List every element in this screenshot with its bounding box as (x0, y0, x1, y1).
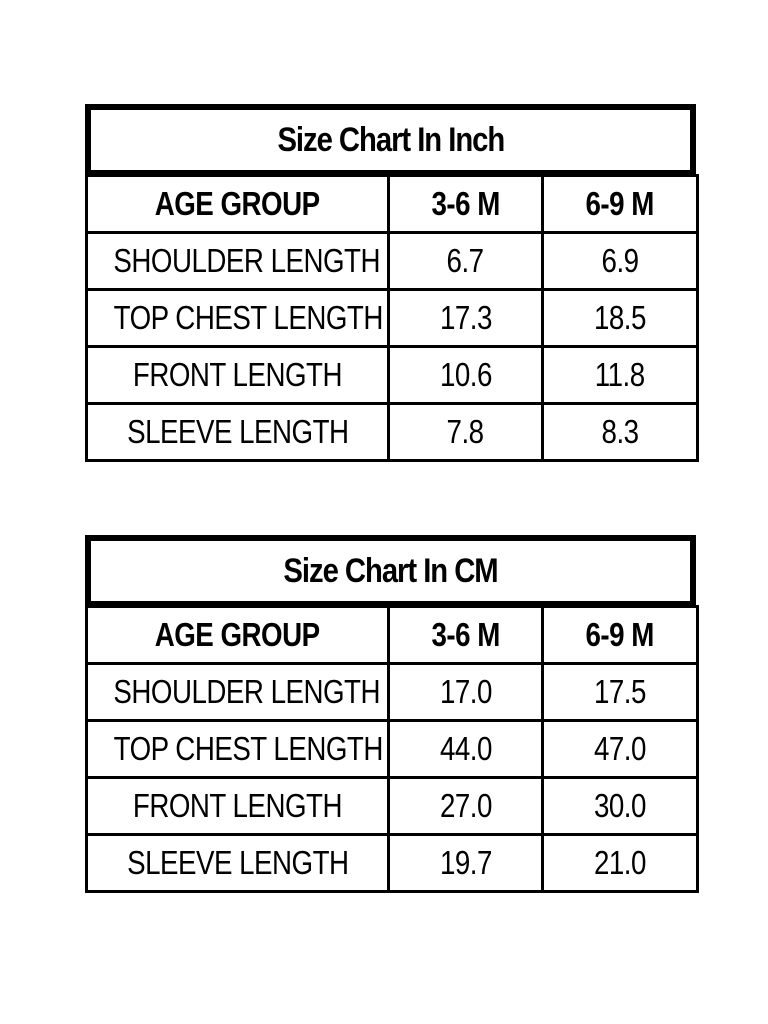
value-cell: 17.3 (389, 290, 543, 347)
table-row (87, 835, 698, 892)
row-label-cell: FRONT LENGTH (87, 347, 389, 404)
value-cell: 44.0 (389, 721, 543, 778)
value-cell: 19.7 (389, 835, 543, 892)
value-cell: 17.0 (389, 664, 543, 721)
size-chart-inch (85, 104, 696, 462)
value-cell: 6.9 (543, 233, 698, 290)
table-row (87, 778, 698, 835)
table-row (87, 233, 698, 290)
header-cell: 6-9 M (543, 176, 698, 233)
value-cell: 10.6 (389, 347, 543, 404)
row-label-cell: TOP CHEST LENGTH (87, 290, 389, 347)
header-cell: AGE GROUP (87, 176, 389, 233)
table-header-row (87, 607, 698, 664)
header-cell: AGE GROUP (87, 607, 389, 664)
row-label-cell: TOP CHEST LENGTH (87, 721, 389, 778)
value-cell: 21.0 (543, 835, 698, 892)
row-label-cell: FRONT LENGTH (87, 778, 389, 835)
value-cell: 47.0 (543, 721, 698, 778)
size-chart-title (85, 104, 696, 176)
table-row (87, 290, 698, 347)
size-chart-cm (85, 535, 696, 893)
value-cell: 11.8 (543, 347, 698, 404)
size-table (85, 174, 699, 462)
row-label-cell: SLEEVE LENGTH (87, 404, 389, 461)
row-label-cell: SHOULDER LENGTH (87, 664, 389, 721)
value-cell: 18.5 (543, 290, 698, 347)
value-cell: 27.0 (389, 778, 543, 835)
size-chart-title-text: Size Chart In Inch (277, 120, 504, 159)
table-row (87, 664, 698, 721)
header-cell: 3-6 M (389, 607, 543, 664)
value-cell: 8.3 (543, 404, 698, 461)
header-cell: 3-6 M (389, 176, 543, 233)
row-label-cell: SHOULDER LENGTH (87, 233, 389, 290)
size-table (85, 605, 699, 893)
value-cell: 17.5 (543, 664, 698, 721)
value-cell: 6.7 (389, 233, 543, 290)
table-row (87, 347, 698, 404)
header-cell: 6-9 M (543, 607, 698, 664)
table-row (87, 404, 698, 461)
size-chart-title-text: Size Chart In CM (283, 551, 498, 590)
row-label-cell: SLEEVE LENGTH (87, 835, 389, 892)
size-chart-title (85, 535, 696, 607)
table-header-row (87, 176, 698, 233)
value-cell: 30.0 (543, 778, 698, 835)
value-cell: 7.8 (389, 404, 543, 461)
table-row (87, 721, 698, 778)
